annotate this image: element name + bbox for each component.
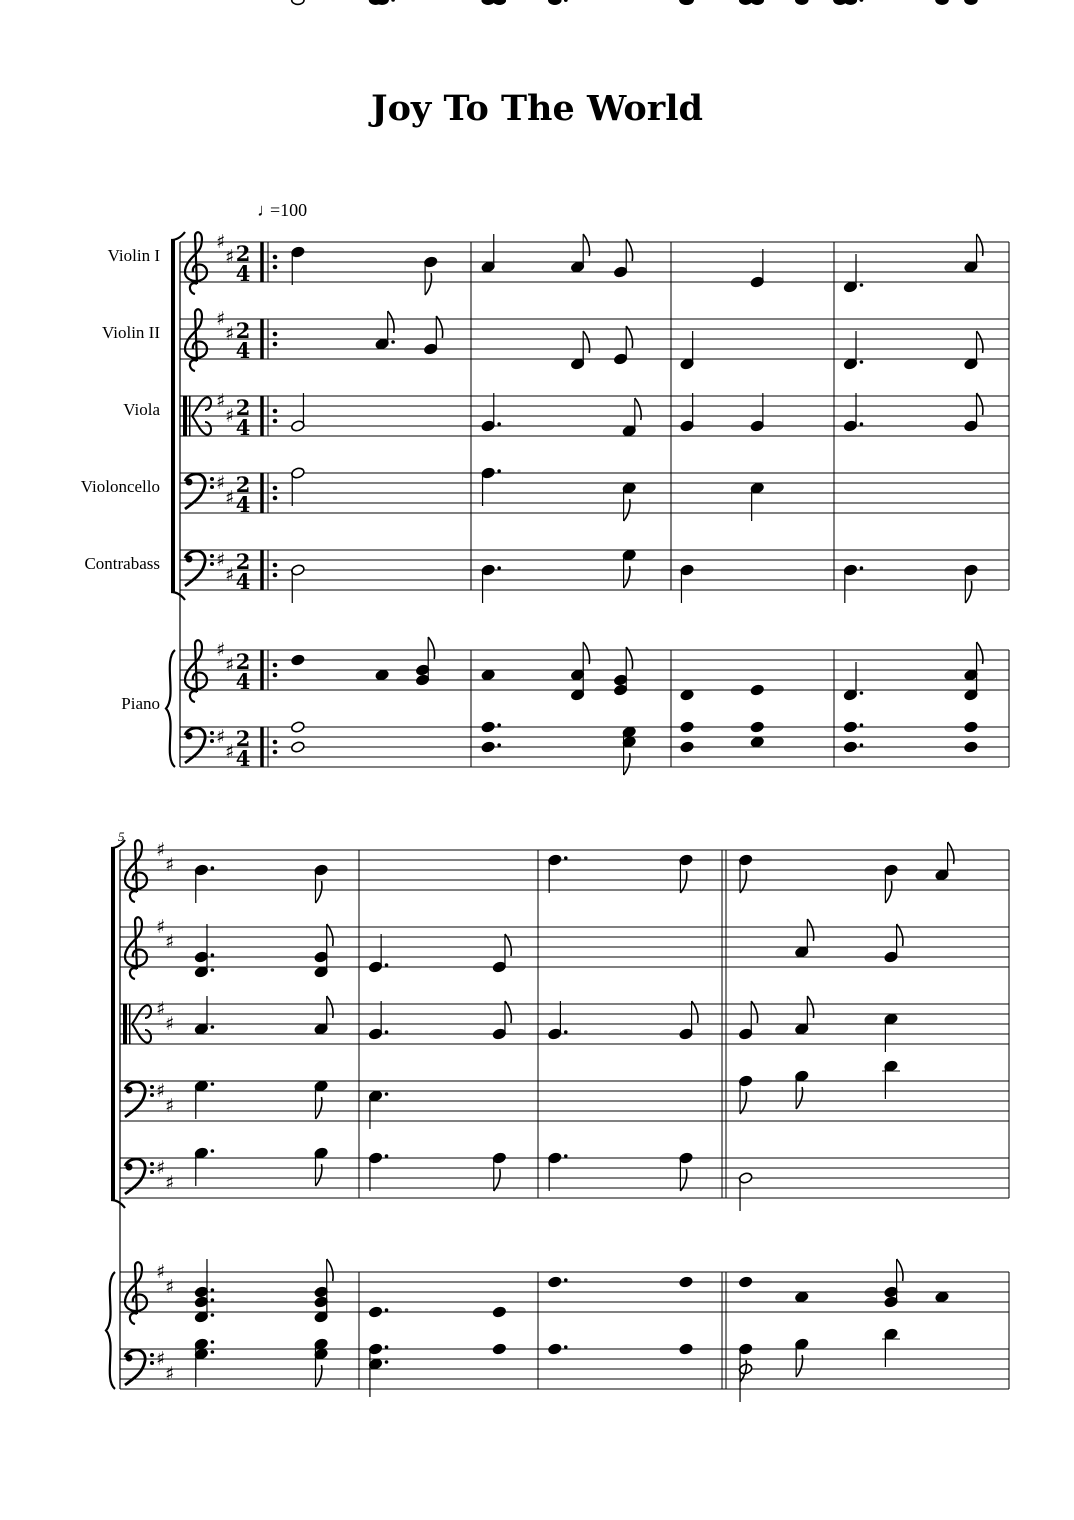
dot	[211, 1350, 215, 1354]
staff-lines	[120, 242, 1009, 1389]
time-sig-numerator: 2	[235, 241, 251, 266]
sharp-icon: ♯	[216, 231, 226, 253]
dot	[860, 0, 864, 2]
notes	[194, 0, 983, 1402]
notehead	[843, 721, 858, 734]
sharp-icon: ♯	[165, 854, 175, 876]
flag	[635, 398, 641, 420]
bass-clef-dot	[126, 1087, 133, 1094]
dot	[860, 422, 864, 426]
repeat-dot	[273, 486, 278, 491]
flag	[965, 581, 971, 603]
notehead	[964, 721, 979, 734]
bass-clef-dot	[210, 739, 214, 743]
bass-clef-dot	[150, 1162, 154, 1166]
bass-clef-dot	[150, 1361, 154, 1365]
flag	[327, 996, 333, 1018]
sharp-icon: ♯	[165, 1276, 175, 1298]
alto-clef-icon	[123, 1004, 127, 1044]
tempo-value: =100	[270, 200, 308, 220]
notehead	[375, 669, 390, 682]
flag	[316, 1365, 322, 1387]
sharp-icon: ♯	[165, 931, 175, 953]
flag	[807, 996, 813, 1018]
bracket-hook-top	[171, 232, 185, 240]
dot	[385, 1154, 389, 1158]
notehead	[481, 669, 496, 682]
flag	[425, 273, 431, 295]
tempo-marking	[257, 200, 307, 220]
repeat-dot	[273, 419, 278, 424]
alto-clef-icon	[183, 396, 187, 436]
dot	[385, 1360, 389, 1364]
bass-clef-dot	[126, 1355, 133, 1362]
alto-clef-icon	[189, 396, 191, 436]
flag	[624, 753, 630, 775]
bass-clef-dot	[210, 485, 214, 489]
sharp-icon: ♯	[216, 639, 226, 661]
dot	[385, 1308, 389, 1312]
tempo-note-icon: ♩	[257, 200, 275, 220]
dot	[211, 866, 215, 870]
label-contrabass: Contrabass	[84, 554, 160, 573]
sharp-icon: ♯	[165, 1013, 175, 1035]
label-violin-2: Violin II	[102, 323, 160, 342]
flag	[327, 1259, 333, 1281]
sharp-icon: ♯	[165, 1095, 175, 1117]
bass-clef-dot	[150, 1353, 154, 1357]
sharp-icon: ♯	[156, 1080, 166, 1102]
sharp-icon: ♯	[156, 1157, 166, 1179]
time-sig-denominator: 4	[235, 569, 251, 594]
flag	[897, 1259, 903, 1281]
sharp-icon: ♯	[156, 998, 166, 1020]
measure-number: 5	[118, 829, 125, 844]
flag	[807, 919, 813, 941]
time-sig-numerator: 2	[235, 726, 251, 751]
bass-clef-dot	[186, 556, 193, 563]
flag	[624, 566, 630, 588]
bass-clef-dot	[210, 477, 214, 481]
bass-clef-dot	[150, 1085, 154, 1089]
time-sig-numerator: 2	[235, 649, 251, 674]
bracket-hook-bottom	[111, 1200, 125, 1208]
notehead	[679, 1343, 694, 1356]
notehead	[738, 1276, 753, 1289]
sharp-icon: ♯	[156, 1261, 166, 1283]
flag	[796, 1087, 802, 1109]
dot	[497, 422, 501, 426]
flag	[316, 1164, 322, 1186]
time-sig-numerator: 2	[235, 318, 251, 343]
dot	[860, 566, 864, 570]
notehead	[796, 0, 808, 4]
repeat-dot	[273, 496, 278, 501]
bass-clef-dot	[210, 562, 214, 566]
time-sig-denominator: 4	[235, 492, 251, 517]
time-sig-denominator: 4	[235, 261, 251, 286]
alto-clef-icon	[129, 1004, 131, 1044]
notehead	[936, 0, 948, 4]
notehead	[750, 684, 765, 697]
dot	[497, 469, 501, 473]
notehead	[291, 721, 306, 734]
piano-brace	[106, 1272, 115, 1389]
dot	[564, 0, 568, 2]
dot	[497, 723, 501, 727]
repeat-dot	[273, 255, 278, 260]
time-sig-numerator: 2	[235, 395, 251, 420]
notehead	[750, 736, 765, 749]
dot	[211, 1288, 215, 1292]
notehead	[680, 741, 695, 754]
piano-brace	[166, 650, 175, 767]
sharp-icon: ♯	[156, 1348, 166, 1370]
notehead	[935, 1291, 950, 1304]
bass-clef-dot	[210, 731, 214, 735]
notehead	[481, 721, 496, 734]
notehead	[369, 0, 381, 4]
notehead	[492, 1306, 507, 1319]
flag	[796, 1355, 802, 1377]
flag	[583, 234, 589, 256]
dot	[860, 723, 864, 727]
notehead	[794, 1291, 809, 1304]
label-violoncello: Violoncello	[80, 477, 160, 496]
dot	[497, 743, 501, 747]
sharp-icon: ♯	[216, 472, 226, 494]
sharp-icon: ♯	[225, 487, 235, 509]
sharp-icon: ♯	[225, 323, 235, 345]
repeat-dot	[273, 409, 278, 414]
time-sig-numerator: 2	[235, 472, 251, 497]
dot	[564, 1030, 568, 1034]
flag	[316, 881, 322, 903]
sharp-icon: ♯	[165, 1172, 175, 1194]
dot	[391, 340, 395, 344]
notehead	[492, 1343, 507, 1356]
notehead	[680, 0, 692, 4]
dot	[497, 566, 501, 570]
flag	[388, 311, 394, 333]
dot	[564, 856, 568, 860]
bass-clef-dot	[150, 1170, 154, 1174]
dot	[211, 1025, 215, 1029]
sharp-icon: ♯	[216, 549, 226, 571]
time-sig-numerator: 2	[235, 549, 251, 574]
notehead	[493, 0, 505, 4]
bass-clef-dot	[186, 479, 193, 486]
notehead	[549, 0, 561, 4]
dot	[211, 1149, 215, 1153]
notehead	[964, 741, 979, 754]
dot	[211, 1298, 215, 1302]
repeat-dot	[273, 573, 278, 578]
dot	[860, 283, 864, 287]
repeat-dot	[273, 265, 278, 270]
flag	[977, 331, 983, 353]
notehead	[679, 1276, 694, 1289]
bass-clef-dot	[126, 1164, 133, 1171]
bracket-hook-bottom	[171, 592, 185, 600]
repeat-dot	[273, 332, 278, 337]
flag	[977, 234, 983, 256]
sharp-icon: ♯	[225, 741, 235, 763]
notehead	[291, 654, 306, 667]
notehead	[547, 1343, 562, 1356]
sharp-icon: ♯	[216, 390, 226, 412]
flag	[583, 642, 589, 664]
dot	[211, 953, 215, 957]
label-piano: Piano	[121, 694, 160, 713]
time-sig-denominator: 4	[235, 338, 251, 363]
sharp-icon: ♯	[156, 916, 166, 938]
bass-clef-dot	[186, 733, 193, 740]
time-sig-denominator: 4	[235, 669, 251, 694]
score-title: Joy To The World	[371, 88, 703, 129]
notehead	[547, 1276, 562, 1289]
sharp-icon: ♯	[225, 405, 235, 427]
dot	[385, 1345, 389, 1349]
notehead	[482, 0, 494, 4]
bass-clef-dot	[210, 554, 214, 558]
repeat-dot	[273, 663, 278, 668]
flag	[948, 842, 954, 864]
flag	[885, 881, 891, 903]
sharp-icon: ♯	[216, 308, 226, 330]
dot	[385, 1092, 389, 1096]
repeat-dot	[273, 740, 278, 745]
notehead	[291, 741, 306, 754]
dot	[391, 0, 395, 2]
dot	[564, 1154, 568, 1158]
repeat-dot	[273, 342, 278, 347]
dot	[564, 1345, 568, 1349]
notehead	[680, 721, 695, 734]
sharp-icon: ♯	[165, 1363, 175, 1385]
dot	[860, 360, 864, 364]
instrument-labels	[81, 246, 161, 713]
flag	[624, 499, 630, 521]
repeat-dot	[273, 750, 278, 755]
notehead	[292, 0, 304, 4]
notehead	[750, 721, 765, 734]
dot	[860, 691, 864, 695]
notehead	[680, 689, 695, 702]
dot	[385, 1030, 389, 1034]
sharp-icon: ♯	[156, 839, 166, 861]
sharp-icon: ♯	[225, 564, 235, 586]
notehead	[739, 0, 751, 4]
barlines	[120, 242, 1009, 1389]
sharp-icon: ♯	[225, 654, 235, 676]
flag	[316, 1097, 322, 1119]
dot	[211, 1313, 215, 1317]
notehead	[481, 741, 496, 754]
notehead	[751, 0, 763, 4]
notehead	[843, 741, 858, 754]
dot	[564, 1278, 568, 1282]
dot	[211, 968, 215, 972]
label-viola: Viola	[123, 400, 160, 419]
sharp-icon: ♯	[216, 726, 226, 748]
flag	[583, 331, 589, 353]
time-sig-denominator: 4	[235, 746, 251, 771]
dot	[211, 1082, 215, 1086]
bass-clef-dot	[150, 1093, 154, 1097]
repeat-dot	[273, 673, 278, 678]
label-violin-1: Violin I	[107, 246, 160, 265]
time-sig-denominator: 4	[235, 415, 251, 440]
dot	[385, 963, 389, 967]
dot	[860, 743, 864, 747]
dot	[211, 1340, 215, 1344]
repeat-dot	[273, 563, 278, 568]
notehead	[965, 0, 977, 4]
notehead	[368, 1306, 383, 1319]
notehead	[834, 0, 846, 4]
sharp-icon: ♯	[225, 246, 235, 268]
flag	[977, 642, 983, 664]
flag	[428, 637, 434, 659]
